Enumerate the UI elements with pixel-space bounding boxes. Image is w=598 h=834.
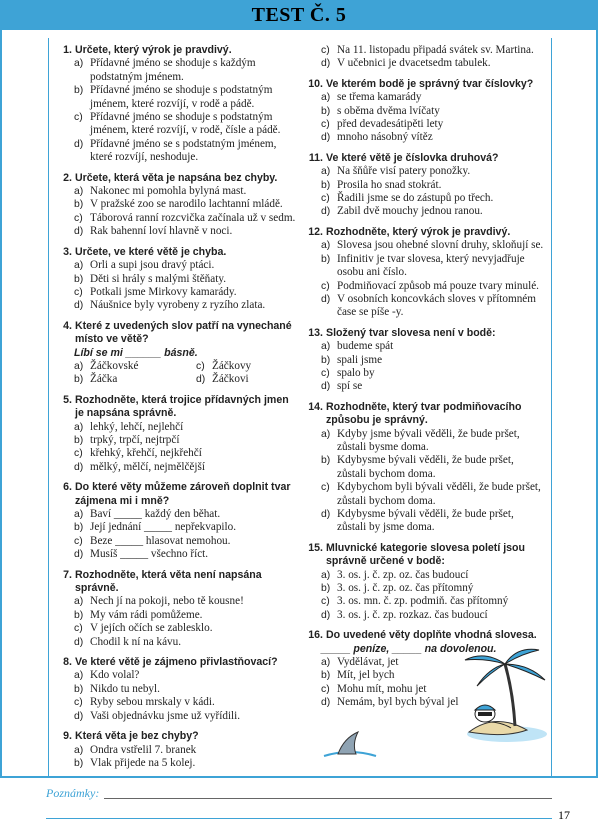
left-column — [58, 44, 300, 777]
question-number: 2. — [63, 171, 72, 184]
option-text: Přídavné jméno se shoduje s každým podstatným jménem. — [90, 57, 256, 83]
option-text: V pražské zoo se narodilo lachtanní mládě. — [90, 198, 283, 211]
question — [58, 246, 300, 313]
question-number: 5. — [63, 393, 72, 406]
option-text: s oběma dvěma lvíčaty — [337, 104, 440, 117]
option-letter: a) — [74, 186, 84, 198]
question-number: 11. — [308, 151, 323, 164]
question-text: Rozhodněte, který výrok je pravdivý. — [326, 225, 511, 238]
option-letter: b) — [74, 683, 84, 695]
option-letter: d) — [321, 206, 331, 218]
answer-option — [74, 360, 196, 373]
answer-option — [74, 757, 300, 770]
option-text: Kdo volal? — [90, 669, 140, 682]
option-text: Baví _____ každý den běhat. — [90, 508, 221, 520]
title-bar — [0, 0, 598, 30]
answer-options — [305, 569, 545, 623]
option-text: 3. os. mn. č. zp. podmiň. čas přítomný — [337, 595, 509, 608]
option-text: Chodil k ní na kávu. — [90, 635, 182, 648]
option-letter: d) — [321, 697, 331, 709]
answer-option — [321, 454, 545, 481]
answer-options — [305, 428, 545, 535]
option-letter: a) — [321, 428, 331, 440]
option-letter: b) — [321, 253, 331, 265]
option-letter: d) — [74, 138, 84, 150]
notes-divider — [46, 818, 552, 819]
option-letter: a) — [321, 657, 331, 669]
option-letter: b) — [74, 273, 84, 285]
option-letter: c) — [74, 112, 83, 124]
answer-option — [74, 373, 196, 386]
answer-option — [74, 521, 300, 534]
question — [58, 320, 300, 387]
answer-option — [74, 508, 300, 521]
answer-option — [74, 421, 300, 434]
option-letter: a) — [74, 744, 84, 756]
option-letter: d) — [74, 461, 84, 473]
question-number: 9. — [63, 730, 72, 743]
question-number: 10. — [308, 77, 323, 90]
option-text: Nikdo tu nebyl. — [90, 682, 160, 695]
option-text: Mohu mít, mohu jet — [337, 682, 427, 695]
option-text: Na 11. listopadu připadá svátek sv. Martina. — [337, 44, 534, 56]
option-text: Přídavné jméno se s podstatným jménem, které rozvíjí, neshoduje. — [90, 137, 277, 164]
answer-option — [74, 609, 300, 622]
answer-option — [321, 165, 545, 178]
option-text: Přídavné jméno se shoduje s podstatným jménem, které rozvíjí, v rodě, čísle a pádě. — [90, 111, 281, 137]
option-text: Vydělávat, jet — [337, 656, 399, 669]
question-heading — [305, 327, 545, 340]
question — [305, 401, 545, 535]
option-text: Řadili jsme se do zástupů po třech. — [337, 192, 494, 205]
option-text: Ondra vstřelil 7. branek — [90, 743, 197, 756]
option-text: před devadesátipěti lety — [337, 118, 444, 131]
answer-option — [321, 354, 545, 367]
option-text: Mít, jel bych — [337, 669, 395, 682]
option-letter: d) — [321, 58, 331, 70]
option-text: Děti si hrály s malými štěňaty. — [90, 272, 226, 285]
answer-option — [321, 508, 545, 535]
answer-option — [74, 434, 300, 447]
question-heading — [305, 152, 545, 165]
option-text: V jejích očích se zablesklo. — [90, 622, 213, 635]
answer-option — [321, 428, 545, 455]
option-letter: b) — [74, 434, 84, 446]
question-text: Rozhodněte, který tvar podmiňovacího způsobu je správný. — [326, 400, 522, 427]
option-letter: c) — [321, 683, 330, 695]
answer-option — [74, 185, 300, 198]
question-number: 4. — [63, 319, 72, 332]
question-heading — [58, 320, 300, 347]
option-text: V osobních koncovkách sloves v přítomném čase se píše -y. — [337, 292, 536, 319]
question-heading — [58, 172, 300, 185]
question — [305, 44, 545, 71]
option-letter: d) — [321, 381, 331, 393]
question — [58, 172, 300, 239]
question-heading — [58, 246, 300, 259]
option-letter: d) — [74, 549, 84, 561]
option-text: se třema kamarády — [337, 91, 422, 104]
question-text: Které z uvedených slov patří na vynechané místo ve větě? — [75, 319, 292, 346]
option-text: Rak bahenní loví hlavně v noci. — [90, 225, 233, 238]
answer-option — [74, 138, 300, 165]
answer-options — [58, 185, 300, 239]
answer-option — [196, 360, 300, 373]
answer-option — [74, 225, 300, 238]
option-text: spí se — [337, 380, 363, 393]
question-heading — [305, 629, 545, 642]
option-text: Žáčkovi — [212, 373, 249, 386]
question-text: Ve kterém bodě je správný tvar číslovky? — [326, 77, 534, 90]
answer-option — [321, 481, 545, 508]
answer-option — [74, 259, 300, 272]
answer-options — [58, 57, 300, 164]
question-heading — [305, 401, 545, 428]
answer-option — [74, 447, 300, 460]
answer-options — [305, 91, 545, 145]
question-text: Která věta je bez chyby? — [75, 730, 199, 743]
answer-option — [74, 84, 300, 111]
option-letter: d) — [321, 509, 331, 520]
answer-option — [74, 111, 300, 138]
answer-option — [74, 57, 300, 84]
answer-option — [74, 299, 300, 312]
question-heading — [305, 78, 545, 91]
question-number: 3. — [63, 245, 72, 258]
option-letter: b) — [321, 354, 331, 366]
option-letter: a) — [74, 509, 84, 520]
option-text: Kdybysme bývali věděli, že bude pršet, zůstali by jsme doma. — [337, 508, 514, 534]
option-text: Potkali jsme Mirkovy kamarády. — [90, 285, 237, 298]
option-letter: d) — [321, 293, 331, 305]
question-prompt: Líbí se mi ______ básně. — [74, 346, 198, 359]
question-text: Do které věty můžeme zároveň doplnit tvar zájmena mi i mně? — [75, 481, 291, 507]
option-letter: a) — [74, 421, 84, 433]
option-letter: a) — [74, 596, 84, 608]
option-text: mělký, mělčí, nejmělčější — [90, 460, 205, 473]
option-text: Infinitiv je tvar slovesa, který nevyjadřuje osobu ani číslo. — [337, 252, 525, 279]
option-letter: d) — [74, 636, 84, 648]
question-number: 1. — [63, 44, 72, 56]
question — [305, 327, 545, 394]
option-text: Žáčka — [90, 373, 118, 386]
question-heading — [305, 226, 545, 239]
option-text: Nemám, byl bych býval jel — [337, 696, 459, 709]
option-text: My vám rádi pomůžeme. — [90, 608, 203, 621]
answer-option — [74, 198, 300, 211]
question-number: 13. — [308, 326, 323, 339]
option-letter: b) — [321, 179, 331, 191]
option-text: 3. os. j. č. zp. oz. čas přítomný — [337, 582, 474, 595]
answer-option — [321, 205, 545, 218]
option-text: Nech jí na pokoji, nebo tě kousne! — [90, 595, 244, 608]
option-letter: c) — [321, 367, 330, 379]
answer-option — [74, 669, 300, 682]
question-heading — [58, 656, 300, 669]
option-letter: d) — [74, 710, 84, 722]
option-letter: b) — [74, 757, 84, 769]
option-text: Prosila ho snad stokrát. — [337, 178, 442, 191]
option-text: Na šňůře visí patery ponožky. — [337, 165, 471, 178]
option-text: Vlak přijede na 5 kolej. — [90, 756, 196, 769]
answer-option — [321, 192, 545, 205]
option-letter: b) — [74, 199, 84, 211]
option-text: Náušnice byly vyrobeny z ryzího zlata. — [90, 299, 266, 312]
answer-options — [58, 669, 300, 723]
option-text: Přídavné jméno se shoduje s podstatným jménem, které rozvíjí, v rodě a pádě. — [90, 84, 273, 110]
question-heading — [58, 44, 300, 57]
notes-label: Poznámky: — [46, 786, 100, 800]
answer-option — [74, 461, 300, 474]
option-letter: c) — [321, 45, 330, 56]
answer-option — [321, 131, 545, 144]
question — [58, 656, 300, 723]
option-letter: c) — [74, 448, 83, 460]
option-letter: a) — [74, 58, 84, 70]
answer-option — [74, 595, 300, 608]
answer-options — [305, 340, 545, 394]
question-text: Ve které větě je číslovka druhová? — [326, 151, 499, 164]
option-text: spalo by — [337, 366, 375, 379]
left-border — [0, 8, 2, 778]
island-illustration — [455, 642, 551, 746]
question — [58, 569, 300, 649]
option-letter: b) — [74, 85, 84, 97]
option-letter: a) — [321, 166, 331, 178]
answer-option — [74, 273, 300, 286]
option-text: Beze _____ hlasovat nemohou. — [90, 534, 231, 547]
option-text: V učebnici je dvacetsedm tabulek. — [337, 57, 491, 70]
answer-options — [58, 421, 300, 475]
answer-option — [321, 569, 545, 582]
question-number: 15. — [308, 541, 323, 554]
page-title: TEST Č. 5 — [251, 4, 347, 26]
option-letter: b) — [321, 583, 331, 595]
answer-option — [321, 179, 545, 192]
option-letter: b) — [321, 455, 331, 467]
option-letter: b) — [321, 670, 331, 682]
question — [305, 152, 545, 219]
option-text: křehký, křehčí, nejkřehčí — [90, 447, 202, 460]
option-letter: c) — [321, 482, 330, 494]
question-text: Rozhodněte, která trojice přídavných jmen je napsána správně. — [75, 393, 289, 420]
question-prompt: _____ peníze, _____ na dovolenou. — [321, 642, 497, 655]
answer-option — [74, 696, 300, 709]
question-heading — [58, 730, 300, 743]
option-letter: a) — [321, 341, 331, 353]
question-number: 6. — [63, 481, 72, 494]
answer-option — [74, 212, 300, 225]
option-text: spali jsme — [337, 353, 383, 366]
answer-option — [321, 595, 545, 608]
answer-option — [321, 380, 545, 393]
question-heading — [305, 542, 545, 569]
shark-fin-illustration — [322, 730, 378, 760]
option-letter: b) — [74, 609, 84, 621]
question-number: 12. — [308, 225, 323, 238]
question-text: Určete, ve které větě je chyba. — [75, 245, 227, 258]
option-letter: a) — [74, 360, 84, 372]
answer-option — [321, 91, 545, 104]
notes-line — [104, 798, 552, 799]
option-text: Slovesa jsou ohebné slovní druhy, skloňují se. — [337, 239, 544, 252]
right-column — [305, 44, 545, 717]
option-letter: c) — [321, 193, 330, 205]
answer-option — [321, 280, 545, 293]
option-text: Kdybysme bývali věděli, že bude pršet, zůstali bychom doma. — [337, 454, 514, 480]
question-text: Určete, která věta je napsána bez chyby. — [75, 171, 278, 184]
option-text: mnoho násobný vítěz — [337, 131, 433, 144]
question-number: 14. — [308, 400, 323, 413]
question-text: Rozhodněte, která věta není napsána správně. — [75, 568, 262, 595]
option-letter: a) — [321, 569, 331, 581]
option-letter: c) — [321, 596, 330, 608]
answer-options — [58, 744, 300, 771]
option-text: budeme spát — [337, 340, 394, 353]
option-letter: d) — [74, 300, 84, 312]
option-text: Orli a supi jsou dravý ptáci. — [90, 259, 215, 272]
answer-option — [321, 582, 545, 595]
option-letter: a) — [321, 92, 331, 104]
option-text: Musíš _____ všechno říct. — [90, 548, 209, 561]
answer-options — [58, 595, 300, 649]
option-text: Kdyby jsme bývali věděli, že bude pršet, zůstali bysme doma. — [337, 427, 520, 453]
answer-options — [58, 508, 300, 562]
answer-option — [74, 744, 300, 757]
question-heading — [58, 481, 300, 508]
answer-option — [321, 367, 545, 380]
option-letter: b) — [74, 522, 84, 534]
option-text: 3. os. j. č. zp. oz. čas budoucí — [337, 568, 469, 581]
answer-option — [74, 710, 300, 723]
option-text: trpký, trpčí, nejtrpčí — [90, 433, 180, 446]
option-letter: c) — [74, 697, 83, 709]
question — [305, 542, 545, 622]
option-text: 3. os. j. č. zp. rozkaz. čas budoucí — [337, 608, 488, 621]
answer-options — [305, 239, 545, 319]
option-letter: c) — [196, 360, 205, 372]
option-text: Zabil dvě mouchy jednou ranou. — [337, 205, 483, 218]
answer-option — [321, 105, 545, 118]
option-letter: c) — [74, 212, 83, 224]
option-letter: d) — [321, 132, 331, 144]
answer-option — [74, 636, 300, 649]
option-letter: d) — [321, 609, 331, 621]
page-number: 17 — [558, 808, 570, 822]
option-letter: c) — [321, 280, 330, 292]
option-letter: c) — [74, 286, 83, 298]
answer-option — [74, 535, 300, 548]
option-letter: c) — [74, 623, 83, 635]
answer-options — [305, 165, 545, 219]
option-letter: b) — [321, 105, 331, 117]
option-text: Ryby sebou mrskaly v kádi. — [90, 696, 215, 709]
answer-option — [321, 293, 545, 320]
answer-option — [321, 340, 545, 353]
option-text: Táborová ranní rozcvička začínala už v sedm. — [90, 211, 296, 224]
answer-option — [321, 57, 545, 70]
option-text: lehký, lehčí, nejlehčí — [90, 420, 184, 433]
answer-option — [74, 622, 300, 635]
answer-option — [321, 609, 545, 622]
answer-option — [321, 239, 545, 252]
answer-option — [74, 683, 300, 696]
answer-options — [58, 259, 300, 313]
option-letter: b) — [74, 374, 84, 386]
question — [305, 78, 545, 145]
option-letter: a) — [74, 260, 84, 272]
question — [58, 481, 300, 561]
question-heading — [58, 569, 300, 596]
question — [58, 730, 300, 770]
question-text: Do uvedené věty doplňte vhodná slovesa. — [326, 629, 537, 642]
question-number: 8. — [63, 656, 72, 669]
option-text: Podmiňovací způsob má pouze tvary minulé. — [337, 279, 539, 292]
question-number: 16. — [308, 629, 323, 642]
question-text: Mluvnické kategorie slovesa poletí jsou správně určené v bodě: — [326, 541, 525, 568]
answer-options — [305, 44, 545, 71]
answer-option — [321, 253, 545, 280]
answer-option — [196, 373, 300, 386]
question — [58, 44, 300, 165]
option-text: Nakonec mi pomohla bylyná mast. — [90, 185, 247, 198]
answer-option — [321, 44, 545, 57]
question-text: Ve které větě je zájmeno přivlastňovací? — [75, 656, 278, 669]
answer-option — [321, 118, 545, 131]
option-letter: c) — [321, 119, 330, 131]
answer-options-grid — [58, 360, 300, 387]
option-text: Vaši objednávku jsme už vyřídili. — [90, 709, 241, 722]
question-number: 7. — [63, 568, 72, 581]
question — [305, 226, 545, 320]
question-text: Určete, který výrok je pravdivý. — [75, 44, 232, 56]
question-heading — [58, 394, 300, 421]
option-letter: d) — [196, 374, 206, 386]
option-text: Její jednání _____ nepřekvapilo. — [90, 521, 237, 534]
option-letter: c) — [74, 535, 83, 547]
option-text: Žáčkovské — [90, 359, 139, 372]
answer-option — [74, 286, 300, 299]
question-text: Složený tvar slovesa není v bodě: — [326, 326, 496, 339]
option-letter: a) — [74, 670, 84, 682]
answer-option — [74, 548, 300, 561]
option-letter: d) — [74, 226, 84, 238]
option-text: Kdybychom byli bývali věděli, že bude pršet, zůstali bychom doma. — [337, 481, 541, 507]
option-text: Žáčkovy — [212, 359, 252, 372]
question — [58, 394, 300, 474]
option-letter: a) — [321, 240, 331, 252]
